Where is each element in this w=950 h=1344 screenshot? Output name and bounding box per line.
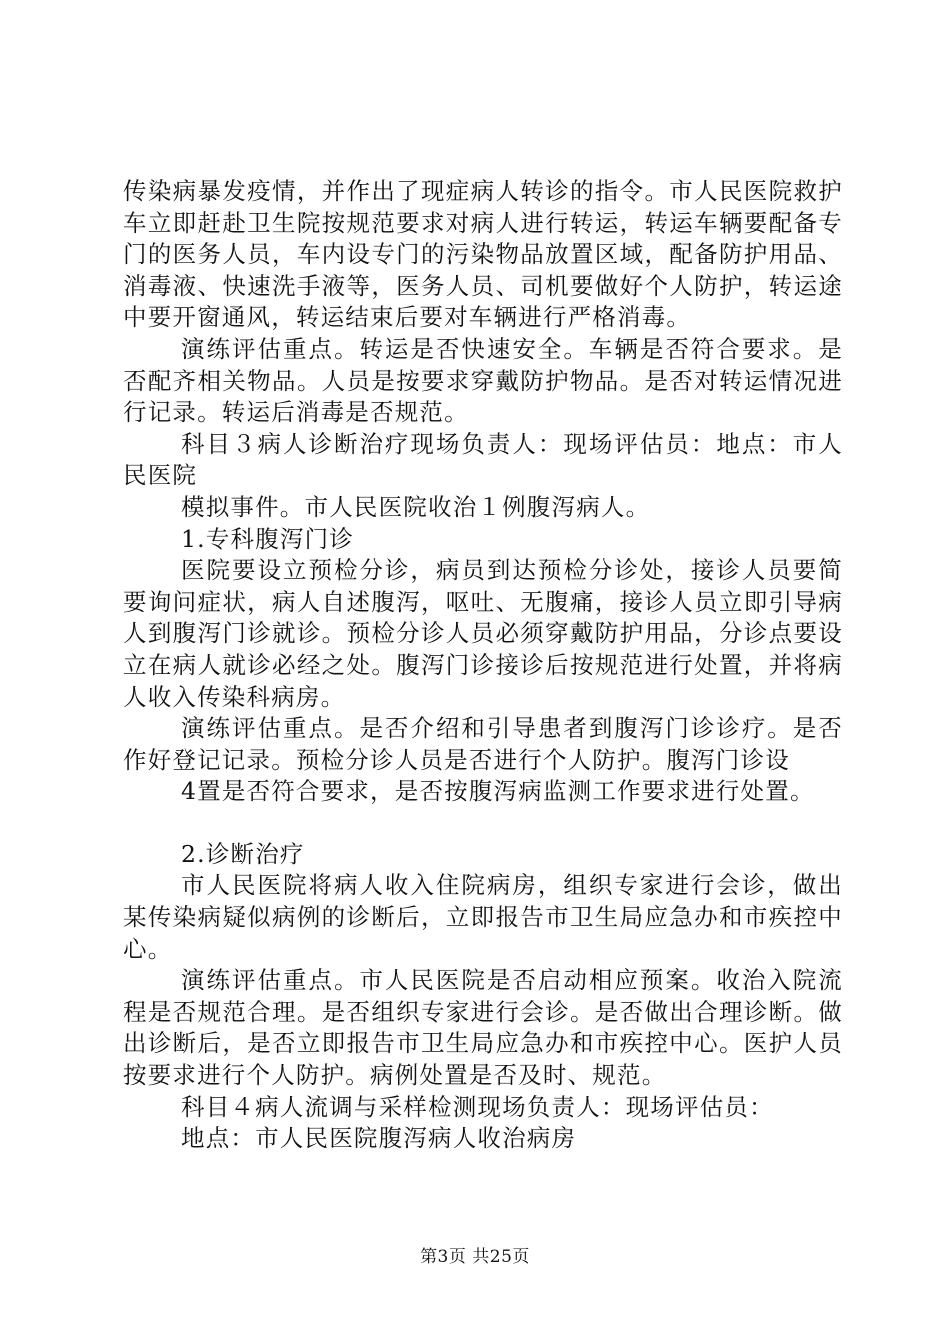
paragraph-diagnosis-evaluation: 演练评估重点。市人民医院是否启动相应预案。收治入院流程是否规范合理。是否组织专家进行会诊。是否做出合理诊断。做出诊断后，是否立即报告市卫生局应急办和市疾控中心。医护人员按要求进行个人防护。病例处置是否及时、规范。: [123, 966, 843, 1090]
paragraph-subject-3-heading: 科目３病人诊断治疗现场负责人：现场评估员：地点：市人民医院: [123, 429, 843, 490]
paragraph-triage: 医院要设立预检分诊，病员到达预检分诊处，接诊人员要简要询问症状，病人自述腹泻，呕吐、无腹痛，接诊人员立即引导病人到腹泻门诊就诊。预检分诊人员必须穿戴防护用品，分诊点要设立在病人就诊必经之处。腹泻门诊接诊后按规范进行处置，并将病人收入传染科病房。: [123, 556, 843, 711]
paragraph-simulated-event: 模拟事件。市人民医院收治１例腹泻病人。: [181, 492, 651, 521]
paragraph-transfer-instruction: 传染病暴发疫情，并作出了现症病人转诊的指令。市人民医院救护车立即赶赴卫生院按规范要求对病人进行转运，转运车辆要配备专门的医务人员，车内设专门的污染物品放置区域，配备防护用品、消毒液、快速洗手液等，医务人员、司机要做好个人防护，转运途中要开窗通风，转运结束后要对车辆进行严格消毒。: [123, 177, 843, 332]
paragraph-hospital-admission: 市人民医院将病人收入住院病房，组织专家进行会诊，做出某传染病疑似病例的诊断后，立即报告市卫生局应急办和市疾控中心。: [123, 871, 843, 963]
paragraph-transfer-evaluation: 演练评估重点。转运是否快速安全。车辆是否符合要求。是否配齐相关物品。人员是按要求穿戴防护物品。是否对转运情况进行记录。转运后消毒是否规范。: [123, 334, 843, 427]
paragraph-subject-4-heading: 科目４病人流调与采样检测现场负责人：现场评估员：: [181, 1092, 774, 1121]
section-heading-diagnosis-treatment: 2.诊断治疗: [181, 839, 305, 868]
paragraph-clinic-evaluation-cont: 4置是否符合要求，是否按腹泻病监测工作要求进行处置。: [181, 777, 815, 806]
section-heading-diarrhea-clinic: 1.专科腹泻门诊: [181, 524, 355, 553]
paragraph-location: 地点：市人民医院腹泻病人收治病房: [181, 1124, 577, 1153]
document-body: [123, 176, 843, 1155]
page-number-footer: 第3页 共25页: [420, 1247, 530, 1267]
paragraph-clinic-evaluation: 演练评估重点。是否介绍和引导患者到腹泻门诊诊疗。是否作好登记记录。预检分诊人员是否进行个人防护。腹泻门诊设: [123, 714, 843, 774]
